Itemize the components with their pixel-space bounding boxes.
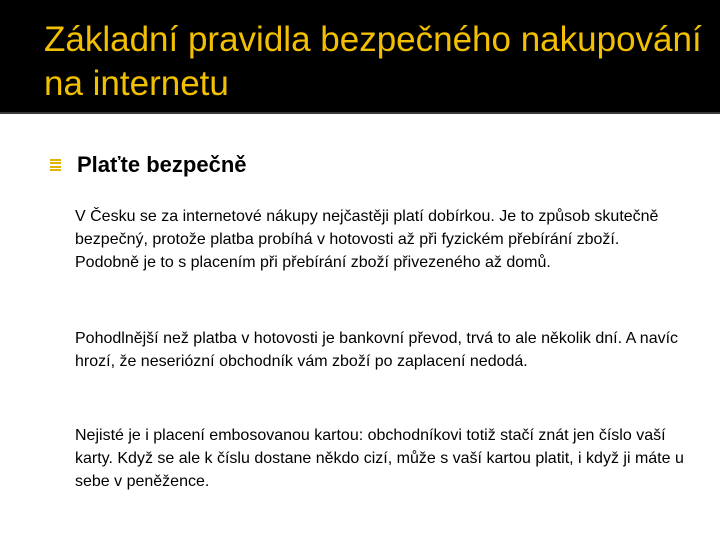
title-band	[0, 0, 720, 112]
slide-title: Základní pravidla bezpečného nakupování na internetu	[44, 20, 702, 103]
bullet-item	[50, 148, 247, 182]
paragraph-bank-transfer: Pohodlnější než platba v hotovosti je bankovní převod, trvá to ale několik dní. A navíc hrozí, že neseriózní obchodník vám zboží po zaplacení nedodá.	[75, 330, 679, 370]
paragraph-embossed-card: Nejisté je i placení embosovanou kartou: obchodníkovi totiž stačí znát jen číslo vaší karty. Když se ale k číslu dostane někdo cizí, může s vaší kartou platit, i když ji máte u sebe v peněžence.	[75, 427, 684, 490]
bullet-lines-icon	[50, 159, 61, 171]
bullet-heading: Plaťte bezpečně	[77, 152, 247, 177]
paragraph-cash-on-delivery: V Česku se za internetové nákupy nejčastěji platí dobírkou. Je to způsob skutečně bezpečný, protože platba probíhá v hotovosti až při fyzickém přebírání zboží. Podobně je to s placením při přebírání zboží přivezeného až domů.	[75, 208, 659, 271]
